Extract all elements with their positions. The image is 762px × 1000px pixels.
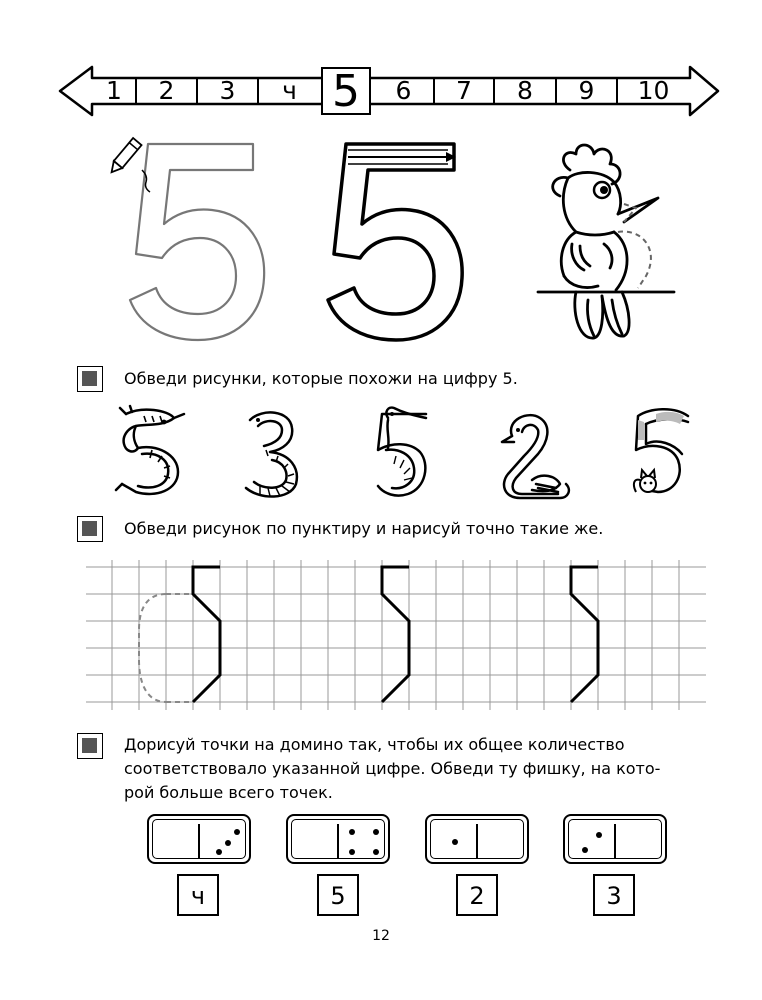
number-line-item: 1 [106, 76, 122, 105]
toucan-icon [368, 404, 440, 502]
task-marker [77, 516, 103, 542]
number-line-item: 2 [158, 76, 175, 105]
outline-digit-five [108, 136, 278, 348]
domino[interactable] [286, 814, 390, 864]
task-3-line: рой больше всего точек. [124, 783, 333, 802]
number-line-item: ч [282, 76, 297, 105]
domino-target-number: 3 [593, 874, 635, 916]
domino-target-number: ч [177, 874, 219, 916]
task-1-instruction: Обведи рисунки, которые похожи на цифру 5. [124, 369, 518, 388]
number-line-item: 9 [578, 76, 595, 105]
tracing-grid [86, 560, 706, 710]
task-3-line: Дорисуй точки на домино так, чтобы их общее количество [124, 735, 625, 754]
rooster-icon [532, 140, 692, 350]
number-line-item: 3 [219, 76, 236, 105]
number-line-item: 6 [395, 76, 412, 105]
lizard-icon [112, 404, 192, 502]
task-3-line: соответствовало указанной цифре. Обведи ту фишку, на кото- [124, 759, 661, 778]
task-2-instruction: Обведи рисунок по пунктиру и нарисуй точно такие же. [124, 519, 604, 538]
domino-face [565, 816, 669, 866]
traced-digit-five [322, 140, 472, 348]
task-marker [77, 733, 103, 759]
swan-icon [496, 410, 576, 502]
domino[interactable] [147, 814, 251, 864]
number-line-current: 5 [321, 67, 371, 115]
domino-face [427, 816, 531, 866]
number-line [0, 0, 762, 140]
caterpillar-icon [236, 406, 306, 502]
cat-icon [626, 404, 696, 502]
domino-face [288, 816, 392, 866]
task-3-instruction [124, 733, 704, 805]
domino-target-number: 5 [317, 874, 359, 916]
pencil-icon [108, 138, 142, 176]
domino-target-number: 2 [456, 874, 498, 916]
number-line-item: 8 [517, 76, 533, 105]
domino[interactable] [563, 814, 667, 864]
task-marker [77, 366, 103, 392]
number-line-item: 10 [637, 76, 670, 105]
domino[interactable] [425, 814, 529, 864]
domino-face [149, 816, 253, 866]
number-line-item: 7 [456, 76, 472, 105]
page-number: 12 [372, 928, 390, 944]
